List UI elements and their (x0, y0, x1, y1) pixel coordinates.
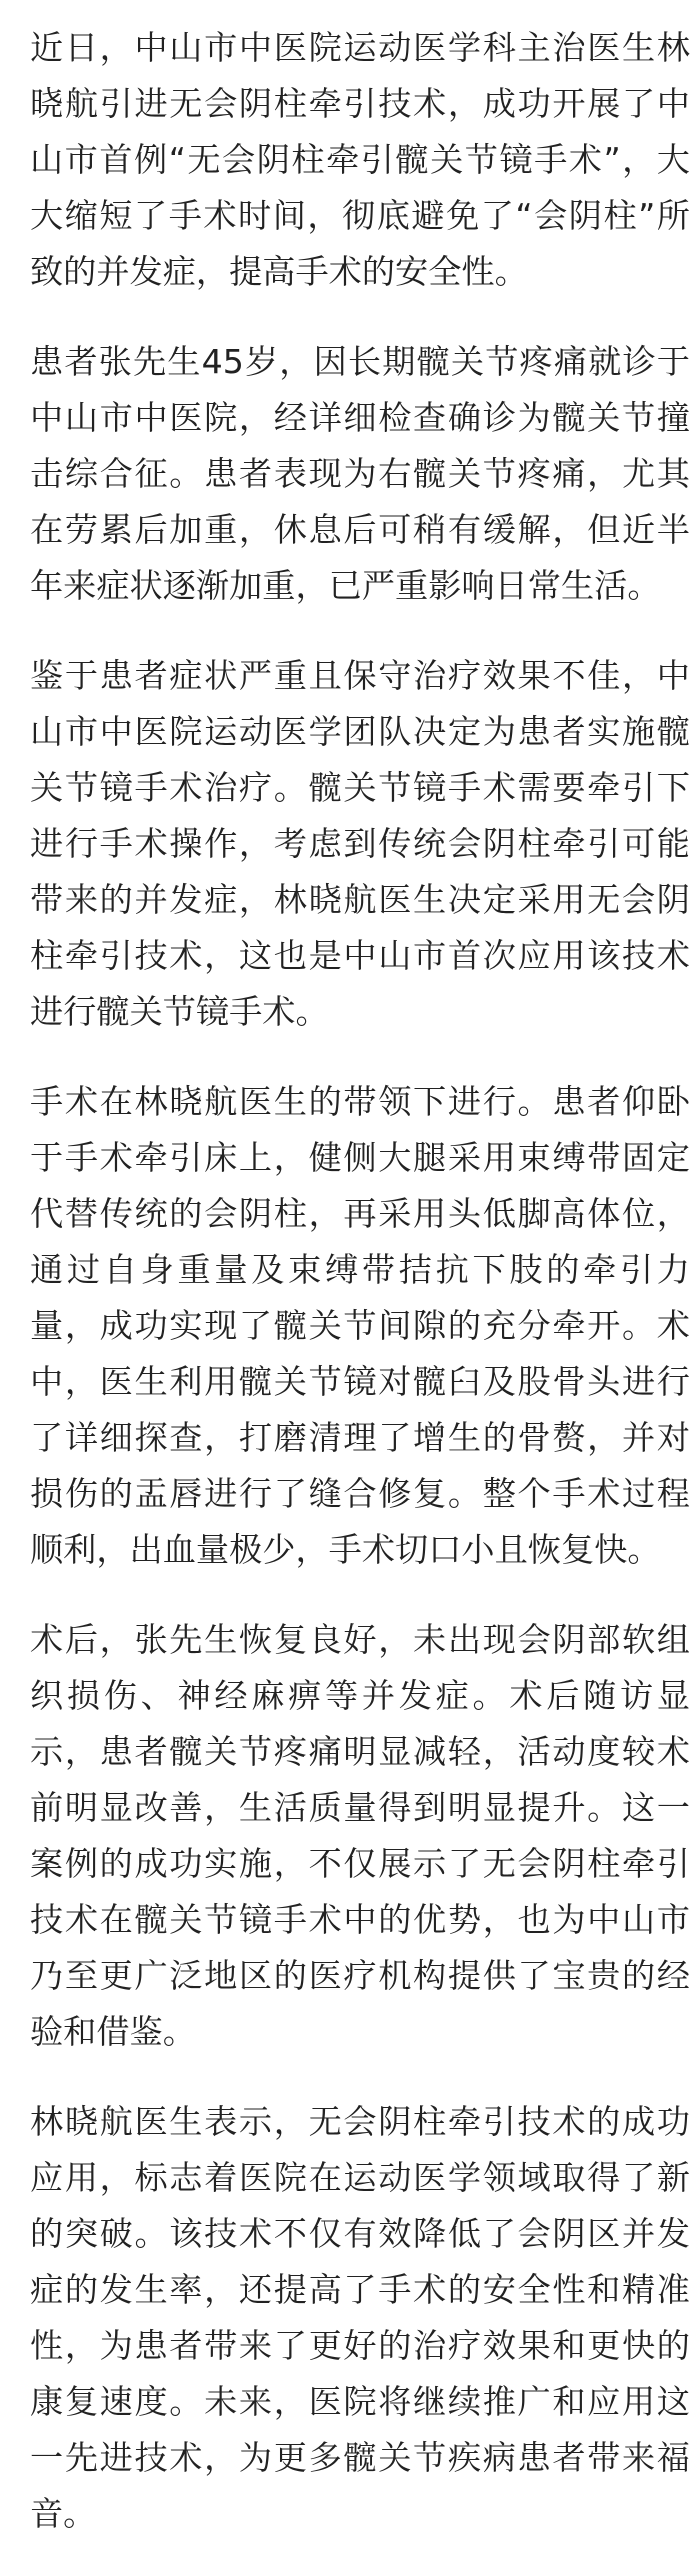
paragraph-3: 鉴于患者症状严重且保守治疗效果不佳，中山市中医院运动医学团队决定为患者实施髋关节镜手术治疗。髋关节镜手术需要牵引下进行手术操作，考虑到传统会阴柱牵引可能带来的并发症，林晓航医生决定采用无会阴柱牵引技术，这也是中山市首次应用该技术进行髋关节镜手术。 (30, 656, 690, 1031)
paragraph-1: 近日，中山市中医院运动医学科主治医生林晓航引进无会阴柱牵引技术，成功开展了中山市首例“无会阴柱牵引髋关节镜手术”，大大缩短了手术时间，彻底避免了“会阴柱”所致的并发症，提高手术的安全性。 (30, 28, 690, 291)
paragraph-4: 手术在林晓航医生的带领下进行。患者仰卧于手术牵引床上，健侧大腿采用束缚带固定代替传统的会阴柱，再采用头低脚高体位，通过自身重量及束缚带拮抗下肢的牵引力量，成功实现了髋关节间隙的充分牵开。术中，医生利用髋关节镜对髋臼及股骨头进行了详细探查，打磨清理了增生的骨赘，并对损伤的盂唇进行了缝合修复。整个手术过程顺利，出血量极少，手术切口小且恢复快。 (30, 1082, 690, 1569)
paragraph-6: 林晓航医生表示，无会阴柱牵引技术的成功应用，标志着医院在运动医学领域取得了新的突破。该技术不仅有效降低了会阴区并发症的发生率，还提高了手术的安全性和精准性，为患者带来了更好的治疗效果和更快的康复速度。未来，医院将继续推广和应用这一先进技术，为更多髋关节疾病患者带来福音。 (30, 2102, 690, 2533)
paragraph-5: 术后，张先生恢复良好，未出现会阴部软组织损伤、神经麻痹等并发症。术后随访显示，患者髋关节疼痛明显减轻，活动度较术前明显改善，生活质量得到明显提升。这一案例的成功实施，不仅展示了无会阴柱牵引技术在髋关节镜手术中的优势，也为中山市乃至更广泛地区的医疗机构提供了宝贵的经验和借鉴。 (30, 1620, 690, 2051)
article-body (30, 20, 690, 2576)
paragraph-2: 患者张先生45岁，因长期髋关节疼痛就诊于中山市中医院，经详细检查确诊为髋关节撞击综合征。患者表现为右髋关节疼痛，尤其在劳累后加重，休息后可稍有缓解，但近半年来症状逐渐加重，已严重影响日常生活。 (30, 342, 690, 605)
